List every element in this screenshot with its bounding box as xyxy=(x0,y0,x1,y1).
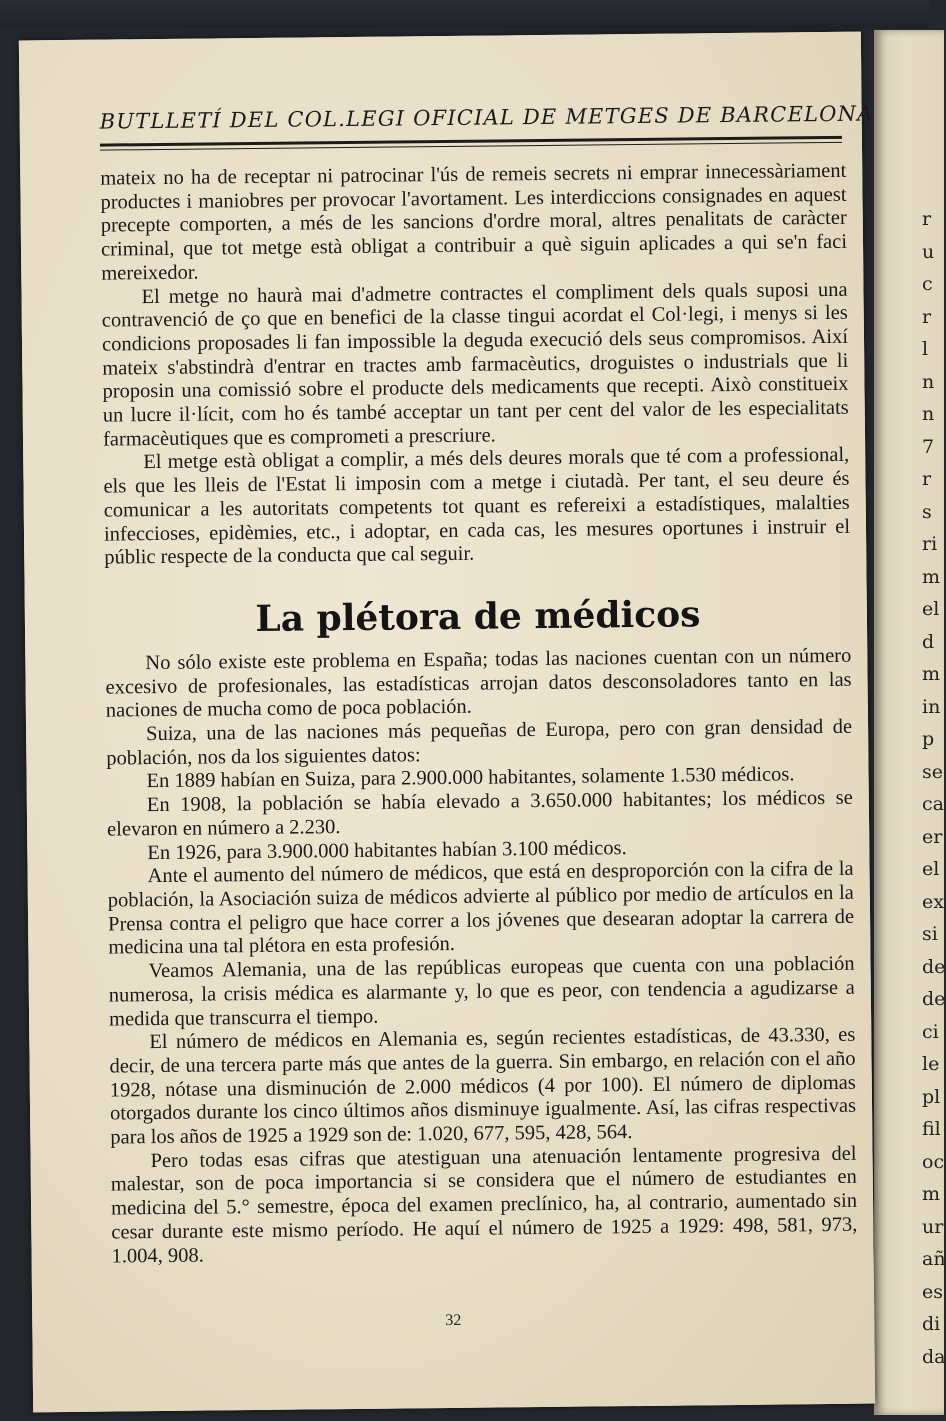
adjacent-page-fragment: le xyxy=(922,1053,940,1075)
adjacent-page-fragment: fil xyxy=(922,1118,941,1140)
article-paragraph: En 1926, para 3.900.000 habitantes habían 3.100 médicos. xyxy=(147,836,627,864)
adjacent-page-fragment: d xyxy=(922,630,935,653)
article-paragraph: En 1908, la población se había elevado a 3.650.000 habitantes; los médicos se elevaron en número a 2.230. xyxy=(106,786,853,841)
adjacent-page-fragment: ex xyxy=(922,890,944,913)
page-number: 32 xyxy=(445,1311,462,1330)
body-text xyxy=(100,160,857,1269)
adjacent-page-fragment: el xyxy=(922,598,940,620)
adjacent-page-fragment: da xyxy=(922,1345,946,1368)
adjacent-page-fragment: ur xyxy=(922,1215,944,1238)
article-paragraph: Pero todas esas cifras que atestiguan una atenuación lentamente progresiva del malestar, son de poca importancia si se considera que el número de estudiantes en medicina del 5.° semestre, época del examen preclínico, ha, al contrario, aumentado sin cesar durante este mismo período. He aquí el número de 1925 a 1929: 498, 581, 973, 1.004, 908. xyxy=(110,1142,858,1268)
article-paragraph: Veamos Alemania, una de las repúblicas europeas que cuenta con una población numerosa, la crisis médica es alarmante y, lo que es peor, con tendencia a agudizarse a medida que transcurra el tiempo. xyxy=(108,952,855,1031)
adjacent-page-fragment: ci xyxy=(922,1020,939,1043)
adjacent-page-fragment: di xyxy=(922,1313,941,1335)
adjacent-page-fragment: oc xyxy=(922,1150,945,1173)
adjacent-page-fragment: s xyxy=(922,500,932,523)
intro-paragraph: El metge no haurà mai d'admetre contractes el compliment dels quals suposi una contravenció de ço que en benefici de la classe tingui acordat el Col·legi, i menys si les condicions proposades li fan impossible la deguda execució dels seus compromisos. Així mateix s'abstindrà d'entrar en tractes amb farmacèutics, droguistes o industrials que li proposin una comissió sobre el producte dels medicaments que recepti. Això constitueix un lucre il·lícit, com ho és també acceptar un tant per cent del valor de les especialitats farmacèutiques que es comprometi a prescriure. xyxy=(101,278,849,451)
adjacent-page-fragment: in xyxy=(922,695,941,718)
adjacent-page-fragment: m xyxy=(922,663,941,685)
running-head: BUTLLETÍ DEL COL.LEGI OFICIAL DE METGES DE BARCELONA xyxy=(99,101,874,134)
adjacent-page-fragment: el xyxy=(922,858,940,880)
adjacent-page-fragment: m xyxy=(922,1183,941,1205)
adjacent-page-fragment: 7 xyxy=(922,435,935,458)
article-paragraph: No sólo existe este problema en España; todas las naciones cuentan con un número excesivo de profesionales, las estadísticas arrojan datos desconsoladores tanto en las naciones de mucha como de poca población. xyxy=(105,644,852,722)
adjacent-page-fragment: u xyxy=(922,240,935,263)
adjacent-page-fragment: añ xyxy=(922,1248,946,1270)
article-paragraph: El número de médicos en Alemania es, según recientes estadísticas, de 43.330, es decir, de una tercera parte más que antes de la guerra. Sin embargo, en relación con el año 1928, nótase una disminución de 2.000 médicos (4 por 100). El número de diplomas otorgados durante los cinco últimos años disminuye igualmente. Así, las cifras respectivas para los años de 1925 a 1929 son de: 1.020, 677, 595, 428, 564. xyxy=(109,1023,857,1149)
adjacent-page-fragment: pl xyxy=(922,1085,941,1108)
article-title: La plétora de médicos xyxy=(255,593,701,640)
adjacent-page-fragment: r xyxy=(922,305,932,328)
adjacent-page-fragment: r xyxy=(922,208,932,230)
intro-paragraph: mateix no ha de receptar ni patrocinar l'ús de remeis secrets ni emprar innecessàriament productes i maniobres per provocar l'avortament. Les interdiccions consignades en aquest precepte comporten, a més de les sancions d'ordre moral, altres penalitats de caràcter criminal, que tot metge està obligat a contribuir a què siguin aplicades a qui se'n faci mereixedor. xyxy=(100,159,848,285)
adjacent-page-fragment: p xyxy=(922,728,935,750)
article-paragraph: En 1889 habían en Suiza, para 2.900.000 habitantes, solamente 1.530 médicos. xyxy=(146,763,795,793)
scan-background xyxy=(0,0,929,28)
adjacent-page-fragment: m xyxy=(922,565,941,588)
adjacent-page-edge xyxy=(874,30,944,1415)
adjacent-page-fragment: c xyxy=(922,273,933,295)
adjacent-page-fragment: n xyxy=(922,370,935,393)
adjacent-page-fragment: r xyxy=(922,468,932,490)
article-paragraph: Suiza, una de las naciones más pequeñas de Europa, pero con gran densidad de población, nos da los siguientes datos: xyxy=(106,715,853,770)
intro-paragraph: El metge està obligat a complir, a més dels deures morals que té com a professional, els que les lleis de l'Estat li imposin com a metge i ciutadà. Per tant, el seu deure és comunicar a les autoritats competents tot quant es refereixi a estadístiques, malalties infeccioses, epidèmies, etc., i adoptar, en cada cas, les mesures oportunes i instruir el públic respecte de la conducta que cal seguir. xyxy=(103,444,851,569)
article-paragraph: Ante el aumento del número de médicos, que está en desproporción con la cifra de la población, la Asociación suiza de médicos advierte al público por medio de artículos en la Prensa contra el peligro que hace correr a los jóvenes que desearan adoptar la carrera de medicina una tal plétora en esta profesión. xyxy=(107,858,855,959)
document-page xyxy=(19,32,875,1413)
adjacent-page-fragment: ca xyxy=(922,793,944,815)
adjacent-page-fragment: es xyxy=(922,1280,943,1303)
adjacent-page-fragment: l xyxy=(922,338,929,360)
adjacent-page-fragment: n xyxy=(922,403,935,425)
adjacent-page-fragment: se xyxy=(922,760,943,783)
adjacent-page-fragment: er xyxy=(922,825,943,848)
adjacent-page-fragment: ri xyxy=(922,533,938,555)
adjacent-page-fragment: de xyxy=(922,955,946,978)
adjacent-page-fragment: de xyxy=(922,988,946,1010)
adjacent-page-fragment: si xyxy=(922,923,938,945)
